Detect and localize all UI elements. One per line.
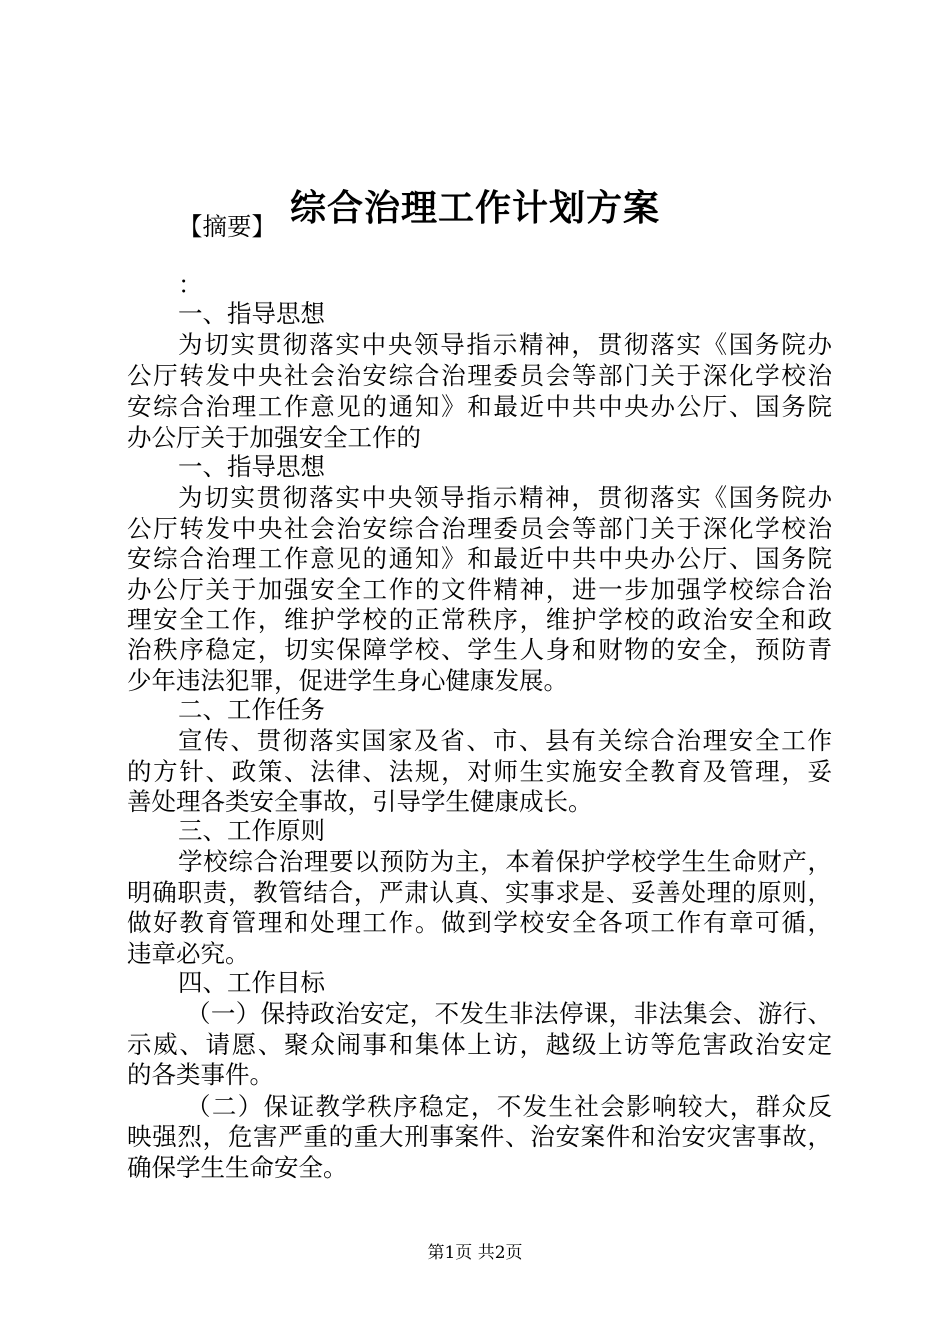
paragraph-line: 办公厅关于加强安全工作的文件精神，进一步加强学校综合治 bbox=[127, 575, 832, 604]
paragraph-line: 为切实贯彻落实中央领导指示精神，贯彻落实《国务院办 bbox=[178, 330, 832, 359]
paragraph-line: （一）保持政治安定，不发生非法停课，非法集会、游行、 bbox=[186, 999, 832, 1028]
paragraph-line: 违章必究。 bbox=[127, 939, 250, 968]
paragraph-line: 宣传、贯彻落实国家及省、市、县有关综合治理安全工作 bbox=[178, 726, 832, 755]
paragraph-line: （二）保证教学秩序稳定，不发生社会影响较大，群众反 bbox=[186, 1092, 832, 1121]
paragraph-line: 为切实贯彻落实中央领导指示精神，贯彻落实《国务院办 bbox=[178, 483, 832, 512]
section-heading: 四、工作目标 bbox=[178, 968, 325, 997]
section-heading: 三、工作原则 bbox=[178, 816, 325, 845]
section-heading: 一、指导思想 bbox=[178, 452, 325, 481]
paragraph-line: 做好教育管理和处理工作。做到学校安全各项工作有章可循， bbox=[127, 908, 832, 937]
paragraph-line: 的各类事件。 bbox=[127, 1060, 274, 1089]
paragraph-line: 治秩序稳定，切实保障学校、学生人身和财物的安全，预防青 bbox=[127, 635, 832, 664]
paragraph-line: 公厅转发中央社会治安综合治理委员会等部门关于深化学校治 bbox=[127, 361, 832, 390]
page-footer: 第1页 共2页 bbox=[427, 1243, 523, 1263]
paragraph-line: 示威、请愿、聚众闹事和集体上访，越级上访等危害政治安定 bbox=[127, 1030, 832, 1059]
section-heading: 二、工作任务 bbox=[178, 695, 325, 724]
paragraph-line: 学校综合治理要以预防为主，本着保护学校学生生命财产， bbox=[178, 847, 832, 876]
paragraph-line: 安综合治理工作意见的通知》和最近中共中央办公厅、国务院 bbox=[127, 392, 832, 421]
paragraph-line: 善处理各类安全事故，引导学生健康成长。 bbox=[127, 787, 593, 816]
paragraph-line: 映强烈，危害严重的重大刑事案件、治安案件和治安灾害事故， bbox=[127, 1122, 832, 1151]
section-heading: 一、指导思想 bbox=[178, 299, 325, 328]
paragraph-line: 公厅转发中央社会治安综合治理委员会等部门关于深化学校治 bbox=[127, 514, 832, 543]
abstract-label: 【摘要】 bbox=[178, 212, 276, 241]
paragraph-line: 确保学生生命安全。 bbox=[127, 1153, 348, 1182]
paragraph-line: 办公厅关于加强安全工作的 bbox=[127, 423, 421, 452]
paragraph-line: 少年违法犯罪，促进学生身心健康发展。 bbox=[127, 666, 568, 695]
paragraph-line: 明确职责，教管结合，严肃认真、实事求是、妥善处理的原则， bbox=[127, 878, 832, 907]
paragraph-line: 理安全工作，维护学校的正常秩序，维护学校的政治安全和政 bbox=[127, 605, 832, 634]
document-title: 综合治理工作计划方案 bbox=[289, 187, 660, 229]
paragraph-line: 的方针、政策、法律、法规，对师生实施安全教育及管理，妥 bbox=[127, 757, 832, 786]
paragraph-line: 安综合治理工作意见的通知》和最近中共中央办公厅、国务院 bbox=[127, 544, 832, 573]
abstract-colon: ： bbox=[178, 270, 203, 299]
